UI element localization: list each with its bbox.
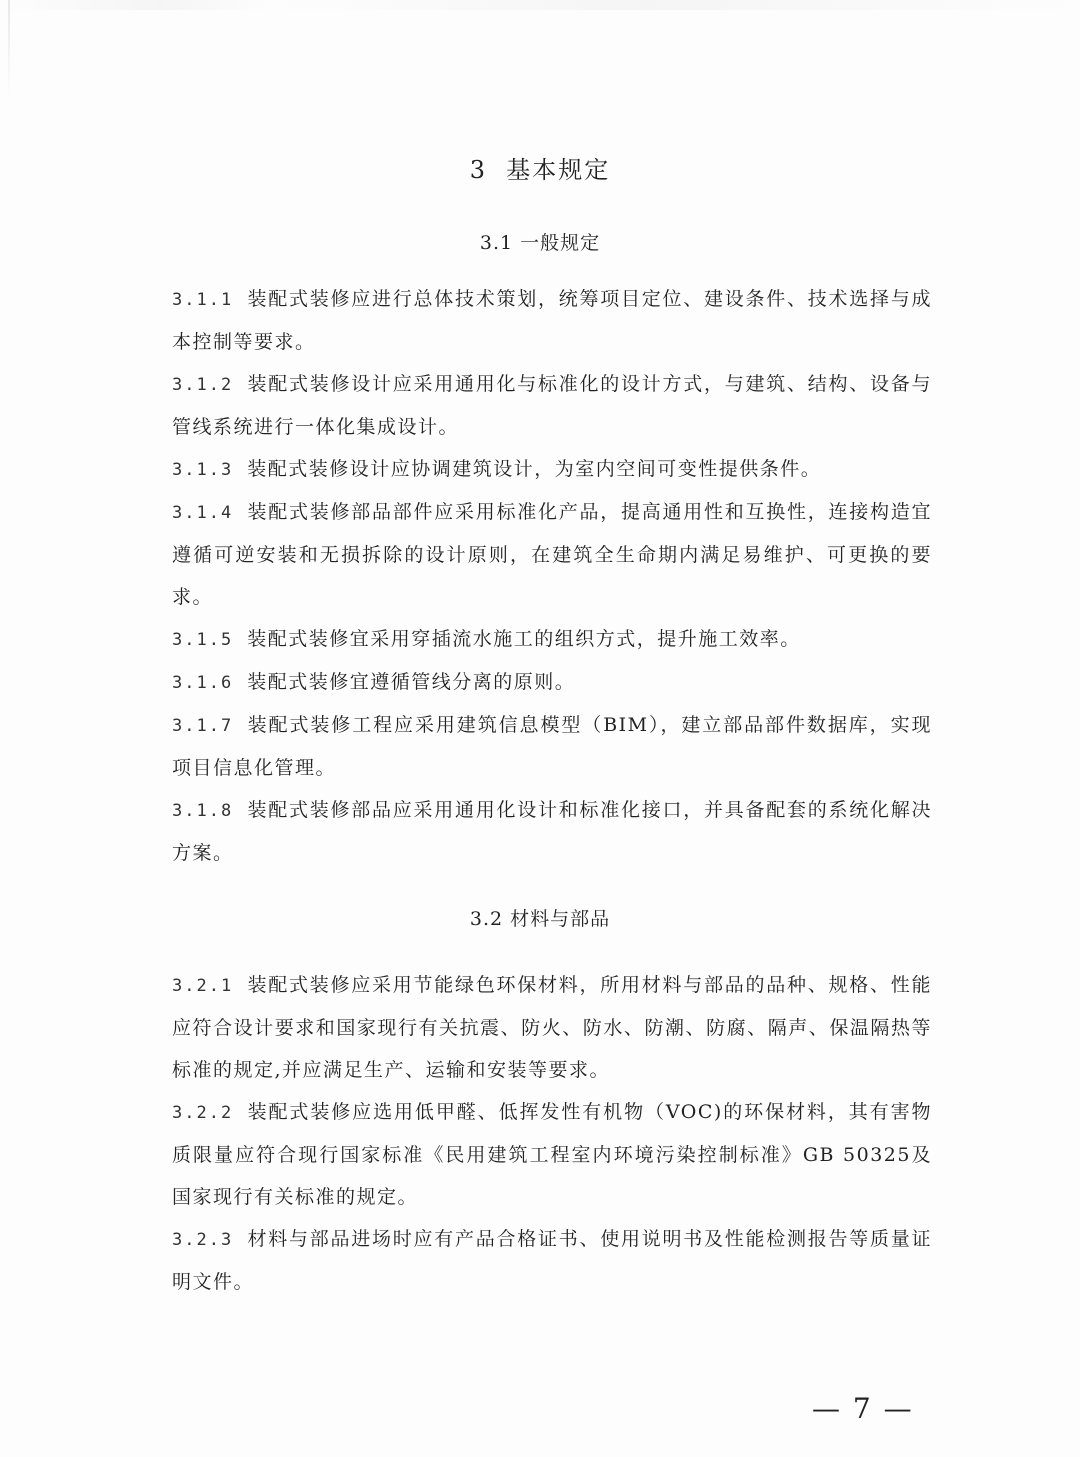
clause-text: 装配式装修设计应采用通用化与标准化的设计方式，与建筑、结构、设备与管线系统进行一体化集成设计。 (172, 373, 932, 438)
scan-edge-mark (8, 0, 10, 100)
chapter-title: 3 基本规定 (469, 156, 611, 184)
section-title-3-2: 3.2 材料与部品 (469, 908, 611, 930)
clause-text: 装配式装修宜遵循管线分离的原则。 (247, 671, 576, 693)
clause-text: 装配式装修部品应采用通用化设计和标准化接口，并具备配套的系统化解决方案。 (172, 799, 932, 864)
section-3-2-clauses (172, 964, 932, 1303)
section-title-3-1: 3.1 一般规定 (479, 232, 601, 254)
clause-3-1-2 (172, 363, 932, 448)
section-3-1-clauses (172, 278, 932, 874)
clause-text: 装配式装修工程应采用建筑信息模型（BIM），建立部品部件数据库，实现项目信息化管理。 (172, 714, 932, 779)
clause-text: 装配式装修设计应协调建筑设计，为室内空间可变性提供条件。 (247, 458, 822, 480)
clause-number: 3.1.4 (172, 503, 234, 523)
clause-number: 3.1.1 (172, 290, 234, 310)
clause-3-2-1 (172, 964, 932, 1091)
clause-number: 3.1.2 (172, 375, 234, 395)
clause-number: 3.1.7 (172, 716, 234, 736)
clause-text: 装配式装修部品部件应采用标准化产品，提高通用性和互换性，连接构造宜遵循可逆安装和无损拆除的设计原则，在建筑全生命期内满足易维护、可更换的要求。 (172, 501, 932, 608)
clause-3-1-7 (172, 704, 932, 789)
clause-number: 3.2.1 (172, 976, 234, 996)
clause-3-2-3 (172, 1218, 932, 1303)
clause-number: 3.2.3 (172, 1230, 234, 1250)
clause-3-1-8 (172, 789, 932, 874)
clause-number: 3.1.6 (172, 673, 234, 693)
clause-text: 装配式装修应采用节能绿色环保材料，所用材料与部品的品种、规格、性能应符合设计要求和国家现行有关抗震、防火、防水、防潮、防腐、隔声、保温隔热等标准的规定,并应满足生产、运输和安装等要求。 (172, 974, 932, 1081)
clause-3-1-6 (172, 661, 932, 704)
page-number: — 7 — (812, 1392, 914, 1425)
clause-number: 3.2.2 (172, 1103, 234, 1123)
clause-text: 材料与部品进场时应有产品合格证书、使用说明书及性能检测报告等质量证明文件。 (172, 1228, 932, 1293)
clause-number: 3.1.5 (172, 630, 234, 650)
clause-text: 装配式装修应选用低甲醛、低挥发性有机物（VOC)的环保材料，其有害物质限量应符合现行国家标准《民用建筑工程室内环境污染控制标准》GB 50325及国家现行有关标准的规定。 (172, 1101, 932, 1208)
clause-3-1-1 (172, 278, 932, 363)
clause-3-1-5 (172, 618, 932, 661)
clause-number: 3.1.8 (172, 801, 234, 821)
clause-text: 装配式装修宜采用穿插流水施工的组织方式，提升施工效率。 (247, 628, 801, 650)
clause-3-2-2 (172, 1091, 932, 1218)
clause-3-1-3 (172, 448, 932, 491)
clause-3-1-4 (172, 491, 932, 618)
clause-text: 装配式装修应进行总体技术策划，统筹项目定位、建设条件、技术选择与成本控制等要求。 (172, 288, 932, 353)
clause-number: 3.1.3 (172, 460, 234, 480)
scan-top-marks (0, 0, 1080, 10)
